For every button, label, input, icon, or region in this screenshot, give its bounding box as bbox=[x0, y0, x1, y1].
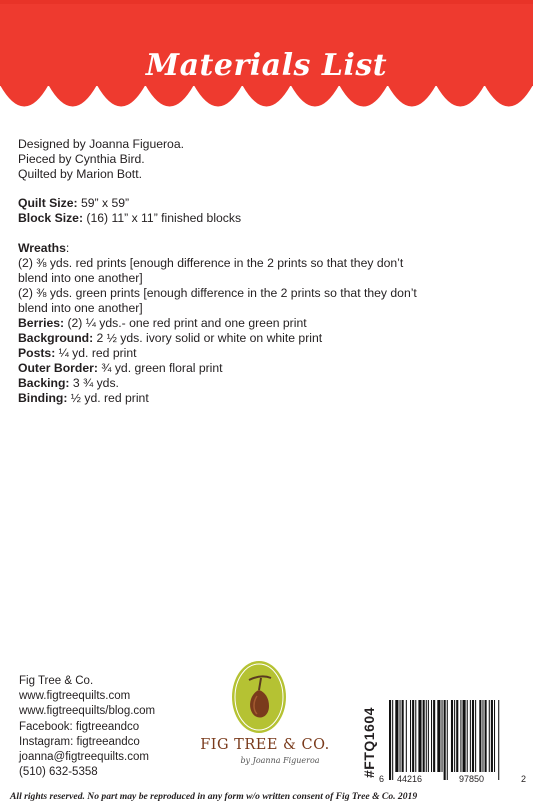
logo-byline: by Joanna Figueroa bbox=[240, 756, 320, 765]
header-banner bbox=[0, 0, 533, 112]
fig-icon bbox=[231, 660, 287, 734]
backing-label: Backing: bbox=[18, 376, 70, 390]
barcode-digit-check: 2 bbox=[521, 774, 527, 784]
wreaths-green-line-1: (2) ⅜ yds. green prints [enough difference in the 2 prints so that they don’t bbox=[18, 286, 417, 300]
outer-border-value: ¾ yd. green floral print bbox=[97, 361, 223, 375]
facebook-text: Facebook: figtreeandco bbox=[19, 720, 140, 733]
company-name: Fig Tree & Co. bbox=[19, 675, 94, 687]
posts-label: Posts: bbox=[18, 346, 56, 360]
outer-border-line bbox=[18, 361, 518, 376]
background-line bbox=[18, 331, 518, 346]
wreaths-green-line-2: blend into one another] bbox=[18, 301, 143, 315]
barcode-digit-right: 97850 bbox=[459, 774, 485, 784]
quilt-size-line bbox=[18, 196, 518, 211]
wreaths-heading bbox=[18, 241, 518, 256]
wreaths-red-line-2: blend into one another] bbox=[18, 271, 143, 285]
block-size-label: Block Size: bbox=[18, 211, 84, 225]
logo-name: FIG TREE & CO. bbox=[200, 737, 330, 753]
blog-text: www.figtreequilts/blog.com bbox=[19, 705, 156, 718]
wreaths-red-line-1: (2) ⅜ yds. red prints [enough difference in the 2 prints so that they don’t bbox=[18, 256, 404, 270]
berries-line bbox=[18, 316, 518, 331]
instagram-text: Instagram: figtreeandco bbox=[19, 735, 140, 748]
materials-content bbox=[18, 137, 518, 406]
wreaths-colon: : bbox=[65, 241, 70, 255]
background-label: Background: bbox=[18, 331, 94, 345]
barcode-digit-left: 44216 bbox=[397, 774, 423, 784]
barcode-digits bbox=[379, 774, 529, 788]
phone-text: (510) 632-5358 bbox=[19, 766, 98, 779]
fig-tree-logo bbox=[185, 660, 345, 770]
barcode-digit-lead: 6 bbox=[379, 774, 385, 784]
berries-value: (2) ¼ yds.- one red print and one green print bbox=[64, 316, 307, 330]
copyright-notice: All rights reserved. No part may be reproduced in any form w/o written consent of Fig Tree & Co. 2019 bbox=[10, 791, 418, 802]
quilt-size-label: Quilt Size: bbox=[18, 196, 78, 210]
email-text: joanna@figtreequilts.com bbox=[19, 751, 149, 764]
page-title: Materials List bbox=[145, 48, 388, 83]
wreaths-label: Wreaths bbox=[18, 241, 66, 255]
sku-text: #FTQ1604 bbox=[361, 707, 377, 778]
block-size-value: (16) 11” x 11” finished blocks bbox=[83, 211, 242, 225]
binding-label: Binding: bbox=[18, 391, 68, 405]
block-size-line bbox=[18, 211, 518, 226]
backing-line bbox=[18, 376, 518, 391]
binding-value: ½ yd. red print bbox=[67, 391, 149, 405]
outer-border-label: Outer Border: bbox=[18, 361, 98, 375]
contact-info bbox=[19, 674, 155, 780]
binding-line bbox=[18, 391, 518, 406]
sku-label bbox=[359, 707, 379, 780]
quilt-size-value: 59” x 59” bbox=[77, 196, 130, 210]
pieced-by-text: Pieced by Cynthia Bird. bbox=[18, 152, 145, 166]
backing-value: 3 ¾ yds. bbox=[69, 376, 119, 390]
designed-by-text: Designed by Joanna Figueroa. bbox=[18, 137, 184, 151]
quilted-by-text: Quilted by Marion Bott. bbox=[18, 167, 142, 181]
background-value: 2 ½ yds. ivory solid or white on white print bbox=[93, 331, 323, 345]
website-text: www.figtreequilts.com bbox=[19, 690, 131, 703]
posts-line bbox=[18, 346, 518, 361]
posts-value: ¼ yd. red print bbox=[55, 346, 137, 360]
berries-label: Berries: bbox=[18, 316, 65, 330]
